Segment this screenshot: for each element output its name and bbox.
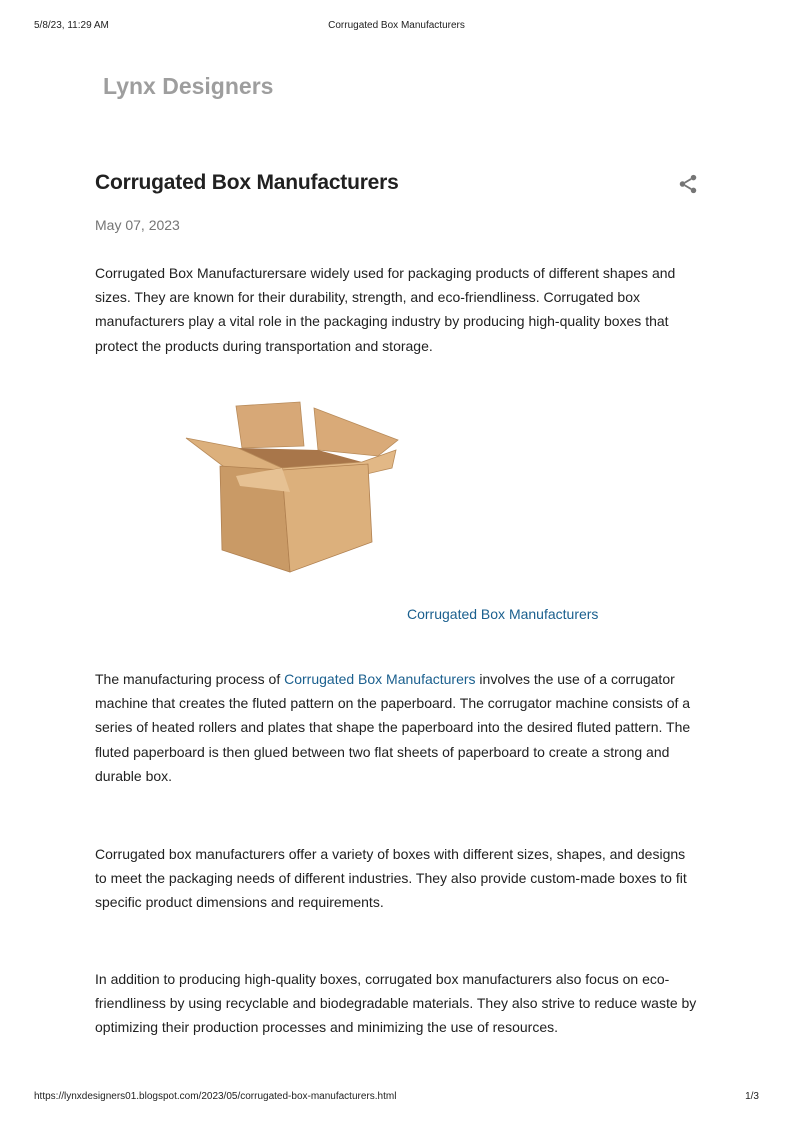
post-title: Corrugated Box Manufacturers (95, 171, 399, 194)
print-url: https://lynxdesigners01.blogspot.com/2023/05/corrugated-box-manufacturers.html (34, 1091, 397, 1102)
image-caption-link[interactable]: Corrugated Box Manufacturers (407, 606, 599, 622)
post-date: May 07, 2023 (95, 217, 180, 233)
share-icon[interactable] (677, 173, 699, 195)
post-paragraph-1: Corrugated Box Manufacturersare widely used for packaging products of different shapes and sizes. They are known for their durability, strength, and eco-friendliness. Corrugated box manufacturers play a vital role in the packaging industry by producing high-quality boxes that protect the products during transportation and storage. (95, 265, 676, 354)
post-paragraph-4: In addition to producing high-quality boxes, corrugated box manufacturers also focus on eco-friendliness by using recyclable and biodegradable materials. They also strive to reduce waste by optimizing their production processes and minimizing the use of resources. (95, 971, 697, 1036)
paragraph-2-text-start: The manufacturing process of (95, 671, 285, 687)
corrugated-box-manufacturers-link[interactable]: Corrugated Box Manufacturers (284, 671, 476, 687)
print-header (34, 20, 759, 34)
post-paragraph-2 (95, 667, 700, 788)
paragraph-2-text-end: involves the use of a corrugator machine that creates the fluted pattern on the paperboard. The corrugator machine consists of a series of heated rollers and plates that shape the paperboard into the desired fluted pattern. The fluted paperboard is then glued between two flat sheets of paperboard to create a strong and durable box. (95, 671, 691, 784)
print-page-title: Corrugated Box Manufacturers (328, 20, 465, 31)
blog-title-link[interactable]: Lynx Designers (103, 73, 274, 99)
cardboard-box-image[interactable] (178, 390, 410, 590)
print-datetime: 5/8/23, 11:29 AM (34, 20, 109, 31)
post-paragraph-3: Corrugated box manufacturers offer a variety of boxes with different sizes, shapes, and designs to meet the packaging needs of different industries. They also provide custom-made boxes to fit specific product dimensions and requirements. (95, 846, 687, 911)
print-footer (34, 1091, 759, 1105)
print-page-number: 1/3 (745, 1091, 759, 1102)
